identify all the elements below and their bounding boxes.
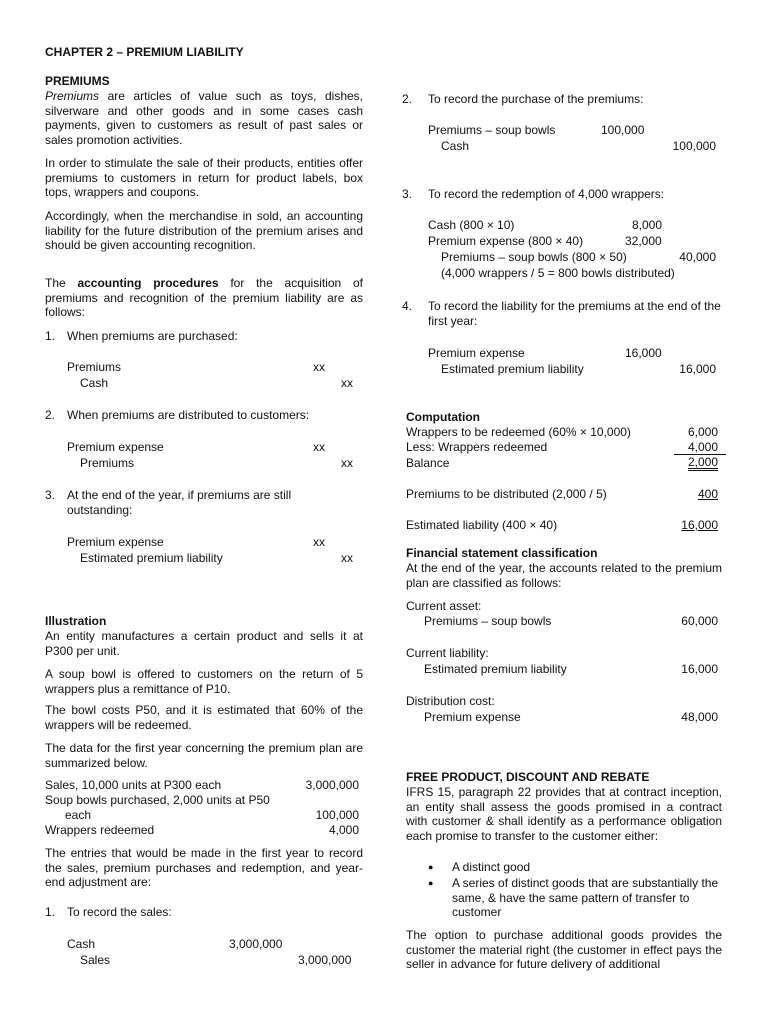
- credit-account: Estimated premium liability: [441, 362, 584, 376]
- computation-label: Balance: [406, 456, 450, 470]
- computation-row: [406, 440, 722, 455]
- credit-account: Cash: [441, 139, 470, 153]
- debit-amount: xx: [313, 535, 325, 549]
- credit-account: Estimated premium liability: [80, 551, 223, 565]
- credit-amount: xx: [341, 456, 353, 470]
- journal-amount: 32,000: [625, 234, 662, 248]
- entry-4: [402, 299, 722, 331]
- debit-account: Premium expense: [428, 346, 525, 360]
- entry-number: 3.: [402, 187, 413, 201]
- debit-amount: xx: [313, 360, 325, 374]
- illustration-heading: Illustration: [45, 614, 107, 628]
- paragraph-procedures: [45, 276, 363, 320]
- premiums-definition-text: are articles of value such as toys, dishes, silverware and other goods and in some cases cash payments, given to customers as result of past sales or sales promotion activities.: [45, 89, 363, 147]
- journal-amount: 40,000: [679, 250, 716, 264]
- computation-value: 4,000: [687, 440, 718, 454]
- illustration-paragraph: An entity manufactures a certain product and sells it at P300 per unit.: [45, 629, 363, 658]
- paragraph-accordingly: Accordingly, when the merchandise in sold, an accounting liability for the future distribution of the premium arises and should be given accounting recognition.: [45, 209, 363, 252]
- computation-row: [406, 487, 722, 502]
- credit-amount: xx: [341, 376, 353, 390]
- entry-1: [45, 905, 363, 921]
- paragraph-stimulate: In order to stimulate the sale of their products, entities offer premiums to customers in return for product labels, box tops, wrappers and coupons.: [45, 156, 363, 199]
- procedures-post: for the acquisition of premiums and recognition of the premium liability are as follows:: [45, 276, 363, 319]
- entry-number: 2.: [402, 92, 413, 106]
- computation-row: [406, 425, 722, 440]
- entry-3: [402, 187, 722, 203]
- procedure-text: When premiums are distributed to customers:: [67, 408, 310, 422]
- free-product-paragraph: The option to purchase additional goods provides the customer the material right (the customer in effect pays the seller in advance for future delivery of additional: [406, 928, 722, 971]
- data-value: 4,000: [328, 823, 359, 837]
- credit-account: Premiums: [80, 456, 135, 470]
- fs-group-label: Distribution cost:: [406, 694, 495, 708]
- procedure-number: 3.: [45, 488, 56, 502]
- illustration-paragraph: A soup bowl is offered to customers on the return of 5 wrappers plus a remittance of P10.: [45, 667, 363, 696]
- data-row: [45, 778, 363, 793]
- fs-item-label: Premiums – soup bowls: [424, 614, 552, 628]
- debit-amount: 100,000: [601, 123, 645, 137]
- free-product-paragraph: IFRS 15, paragraph 22 provides that at contract inception, an entity shall assess the goods promised in a contract with customer & shall identify as a performance obligation each promise to transfer to the customer either:: [406, 785, 722, 843]
- data-value: 3,000,000: [305, 778, 359, 792]
- computation-label: Wrappers to be redeemed (60% × 10,000): [406, 425, 631, 439]
- computation-value: 400: [697, 487, 718, 501]
- journal-credit-row: [406, 362, 722, 377]
- computation-row: [406, 456, 722, 471]
- debit-account: Premiums – soup bowls: [428, 123, 556, 137]
- fs-group-item: [406, 614, 722, 629]
- journal-account: Premiums – soup bowls (800 × 50): [441, 250, 627, 264]
- journal-debit-row: [45, 937, 363, 952]
- journal-account: Premium expense (800 × 40): [428, 234, 584, 248]
- premiums-term: Premiums: [45, 89, 100, 103]
- entry-text: To record the liability for the premiums at the end of the first year:: [428, 299, 721, 328]
- data-row: [45, 793, 363, 808]
- procedure-2: [45, 408, 363, 424]
- bullet-text: A distinct good: [452, 860, 531, 874]
- entry-2: [402, 92, 722, 108]
- computation-row: [406, 518, 722, 533]
- procedures-bold: accounting procedures: [77, 276, 219, 290]
- debit-account: Premiums: [67, 360, 122, 374]
- credit-account: Cash: [80, 376, 109, 390]
- debit-amount: 3,000,000: [229, 937, 283, 951]
- bullet-text: A series of distinct goods that are substantially the same, & have the same pattern of transfer to customer: [452, 876, 719, 919]
- journal-debit-row: [406, 346, 722, 361]
- free-product-heading: FREE PRODUCT, DISCOUNT AND REBATE: [406, 770, 650, 784]
- bullet-item: [406, 860, 722, 876]
- journal-credit-row: [406, 139, 722, 154]
- debit-amount: xx: [313, 440, 325, 454]
- chapter-title: CHAPTER 2 – PREMIUM LIABILITY: [45, 45, 244, 59]
- computation-label: Estimated liability (400 × 40): [406, 518, 558, 532]
- premiums-heading: PREMIUMS: [45, 74, 110, 88]
- data-label: each: [65, 808, 92, 822]
- entry-number: 4.: [402, 299, 413, 313]
- fs-classification-intro: At the end of the year, the accounts related to the premium plan are classified as follows:: [406, 561, 722, 590]
- computation-label: Premiums to be distributed (2,000 / 5): [406, 487, 607, 501]
- illustration-paragraph: The data for the first year concerning the premium plan are summarized below.: [45, 741, 363, 770]
- journal-line: [406, 218, 722, 233]
- procedure-number: 2.: [45, 408, 56, 422]
- procedure-number: 1.: [45, 329, 56, 343]
- fs-group-title: [406, 646, 722, 661]
- fs-group-title: [406, 694, 722, 709]
- fs-item-label: Estimated premium liability: [424, 662, 567, 676]
- credit-amount: 16,000: [679, 362, 716, 376]
- fs-item-value: 16,000: [681, 662, 718, 676]
- fs-classification-heading: Financial statement classification: [406, 546, 598, 560]
- procedure-1: [45, 329, 363, 345]
- entry-text: To record the redemption of 4,000 wrappers:: [428, 187, 665, 201]
- procedure-text: When premiums are purchased:: [67, 329, 238, 343]
- fs-group-label: Current asset:: [406, 599, 482, 613]
- premiums-definition: [45, 89, 363, 147]
- computation-value: 2,000: [687, 455, 718, 469]
- bullet-icon: ●: [428, 878, 434, 888]
- data-row: [45, 823, 363, 838]
- computation-heading: Computation: [406, 410, 480, 424]
- procedure-text: At the end of the year, if premiums are still outstanding:: [67, 488, 292, 517]
- journal-credit-row: [45, 551, 363, 566]
- journal-debit-row: [406, 123, 722, 138]
- illustration-paragraph: The bowl costs P50, and it is estimated that 60% of the wrappers will be redeemed.: [45, 703, 363, 732]
- data-value: 100,000: [315, 808, 359, 822]
- data-label: Sales, 10,000 units at P300 each: [45, 778, 222, 792]
- credit-amount: 3,000,000: [298, 953, 352, 967]
- journal-note-text: (4,000 wrappers / 5 = 800 bowls distributed): [441, 266, 675, 280]
- computation-label: Less: Wrappers redeemed: [406, 440, 548, 454]
- bullet-icon: ●: [428, 862, 434, 872]
- computation-value: 6,000: [687, 425, 718, 439]
- fs-group-title: [406, 599, 722, 614]
- fs-group-item: [406, 662, 722, 677]
- fs-item-value: 48,000: [681, 710, 718, 724]
- journal-debit-row: [45, 360, 363, 375]
- debit-account: Cash: [67, 937, 96, 951]
- illustration-paragraph: The entries that would be made in the first year to record the sales, premium purchases and redemption, and year-end adjustment are:: [45, 846, 363, 889]
- data-row: [45, 808, 363, 823]
- entry-text: To record the sales:: [67, 905, 172, 919]
- fs-group-label: Current liability:: [406, 646, 489, 660]
- journal-credit-row: [45, 953, 363, 968]
- journal-amount: 8,000: [632, 218, 663, 232]
- journal-debit-row: [45, 440, 363, 455]
- entry-number: 1.: [45, 905, 56, 919]
- journal-credit-row: [45, 376, 363, 391]
- fs-item-value: 60,000: [681, 614, 718, 628]
- procedure-3: [45, 488, 363, 520]
- journal-note: [406, 266, 722, 281]
- fs-group-item: [406, 710, 722, 725]
- journal-account: Cash (800 × 10): [428, 218, 515, 232]
- debit-account: Premium expense: [67, 440, 164, 454]
- credit-amount: 100,000: [672, 139, 716, 153]
- data-label: Soup bowls purchased, 2,000 units at P50: [45, 793, 270, 807]
- credit-amount: xx: [341, 551, 353, 565]
- journal-line: [406, 250, 722, 265]
- procedures-pre: The: [45, 276, 78, 290]
- journal-credit-row: [45, 456, 363, 471]
- data-label: Wrappers redeemed: [45, 823, 155, 837]
- debit-amount: 16,000: [625, 346, 662, 360]
- fs-item-label: Premium expense: [424, 710, 521, 724]
- journal-debit-row: [45, 535, 363, 550]
- entry-text: To record the purchase of the premiums:: [428, 92, 644, 106]
- computation-value: 16,000: [681, 518, 718, 532]
- debit-account: Premium expense: [67, 535, 164, 549]
- credit-account: Sales: [80, 953, 111, 967]
- journal-line: [406, 234, 722, 249]
- bullet-item: [406, 876, 722, 922]
